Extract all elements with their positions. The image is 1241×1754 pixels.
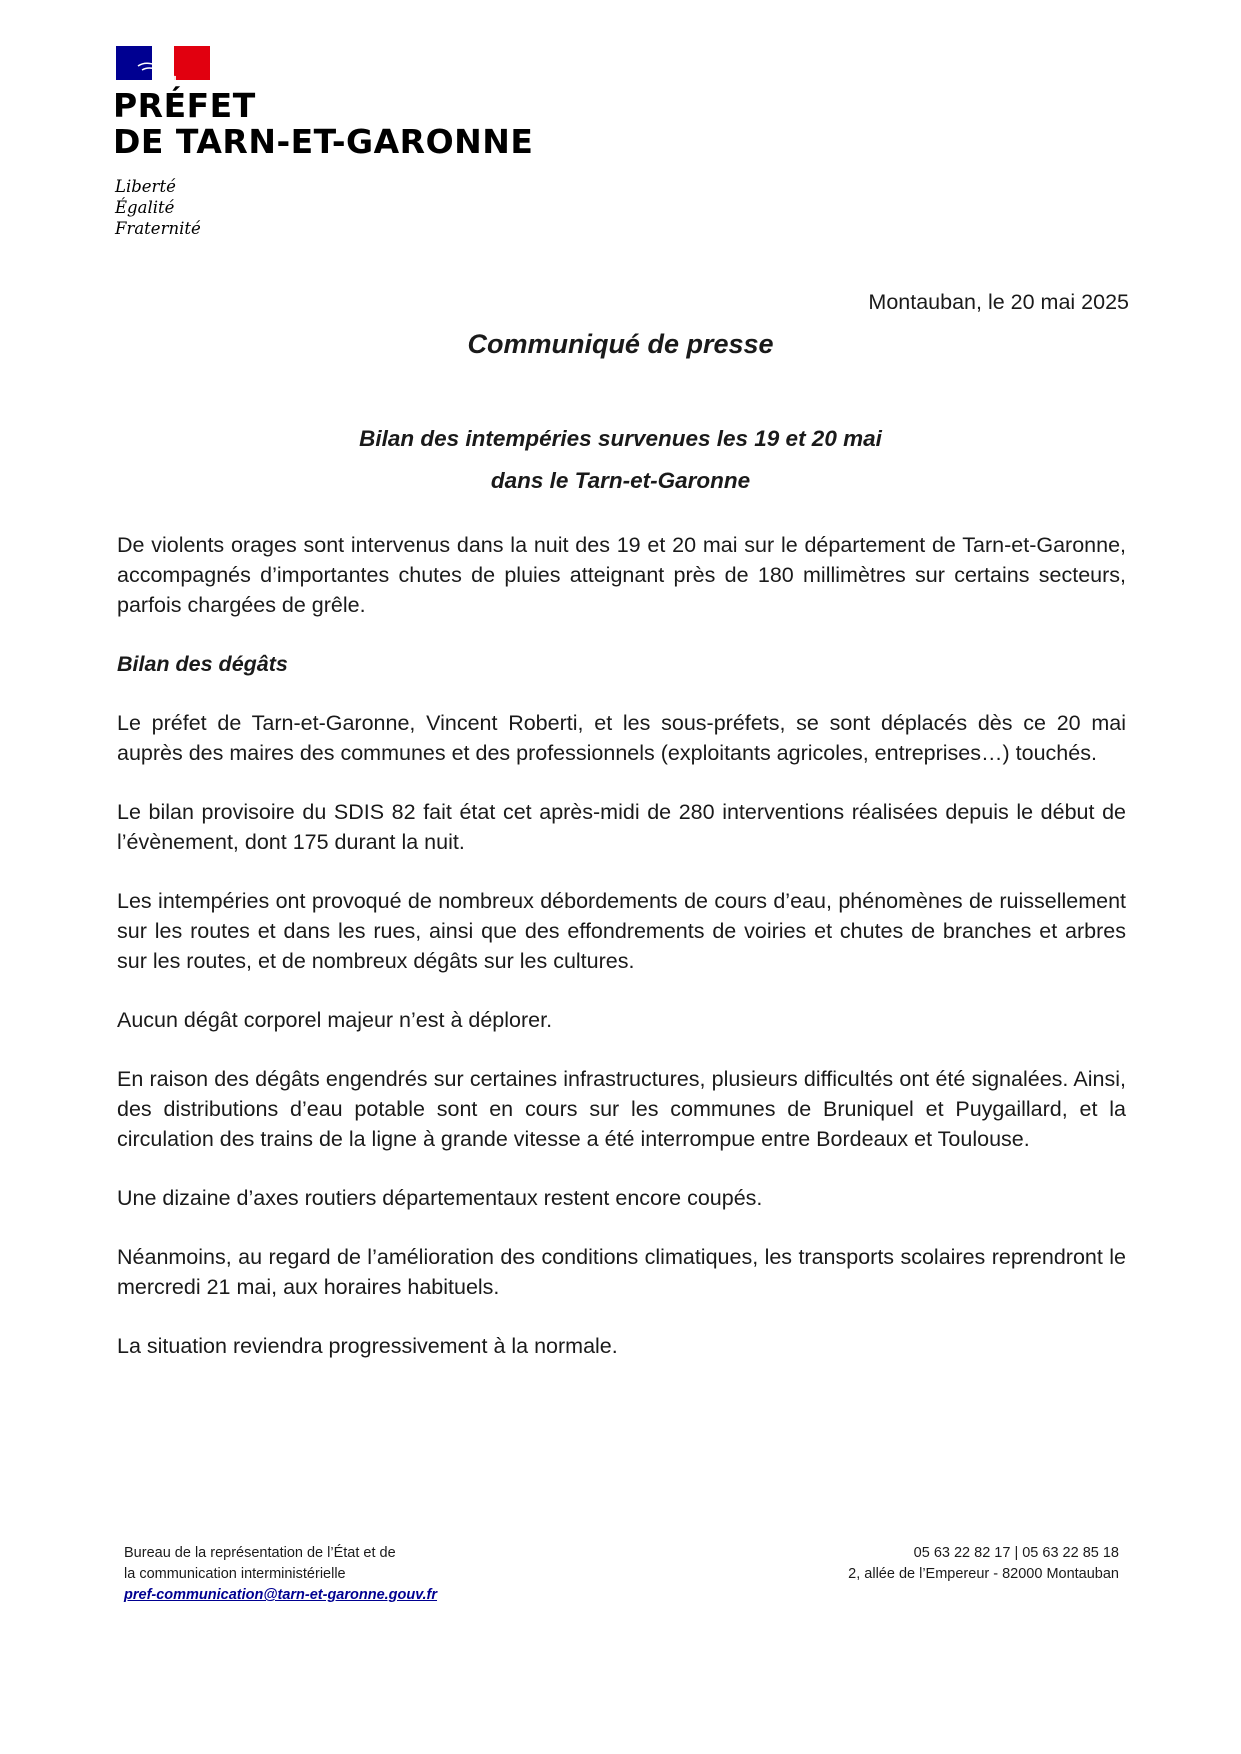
prefecture-name-line2: DE TARN-ET-GARONNE [113, 122, 534, 161]
document-type-title: Communiqué de presse [467, 329, 774, 359]
section-subheading: Bilan des dégâts [117, 652, 288, 676]
footer-email-link[interactable]: pref-communication@tarn-et-garonne.gouv.fr [124, 1587, 438, 1603]
body-paragraph: Une dizaine d’axes routiers départementaux restent encore coupés. [117, 1186, 763, 1210]
body-paragraph: La situation reviendra progressivement à la normale. [117, 1334, 618, 1358]
document-date: Montauban, le 20 mai 2025 [868, 290, 1129, 314]
body-paragraph: Le préfet de Tarn-et-Garonne, Vincent Roberti, et les sous-préfets, se sont déplacés dès ce 20 mai auprès des maires des communes et des professionnels (exploitants agricoles, entreprises…) touchés. [117, 711, 1126, 765]
prefecture-name [113, 88, 533, 160]
intro-paragraph: De violents orages sont intervenus dans la nuit des 19 et 20 mai sur le département de Tarn-et-Garonne, accompagnés d’importantes chutes de pluies atteignant près de 180 millimètres sur certains secteurs, parfois chargées de grêle. [117, 533, 1126, 617]
body-paragraph: Néanmoins, au regard de l’amélioration des conditions climatiques, les transports scolaires reprendront le mercredi 21 mai, aux horaires habituels. [117, 1245, 1126, 1299]
motto-egalite: Égalité [115, 198, 175, 217]
republic-motto [115, 176, 201, 239]
footer-phones: 05 63 22 82 17 | 05 63 22 85 18 [913, 1545, 1119, 1561]
body-paragraph: En raison des dégâts engendrés sur certaines infrastructures, plusieurs difficultés ont été signalées. Ainsi, des distributions d’eau potable sont en cours sur les communes de Bruniquel et Puygaillard, et la circulation des trains de la ligne à grande vitesse a été interrompue entre Bordeaux et Toulouse. [117, 1067, 1126, 1151]
headline-line1: Bilan des intempéries survenues les 19 et 20 mai [359, 426, 882, 451]
headline-line2: dans le Tarn-et-Garonne [490, 468, 751, 493]
prefecture-name-line1: PRÉFET [113, 86, 256, 125]
body-paragraph: Le bilan provisoire du SDIS 82 fait état cet après-midi de 280 interventions réalisées depuis le début de l’évènement, dont 175 durant la nuit. [117, 800, 1126, 854]
footer-office-line2: la communication interministérielle [124, 1566, 346, 1582]
footer-address: 2, allée de l’Empereur - 82000 Montauban [848, 1566, 1119, 1582]
footer-office-line1: Bureau de la représentation de l’État et de [124, 1545, 396, 1561]
footer-contact-details [848, 1543, 1119, 1585]
body-paragraph: Les intempéries ont provoqué de nombreux débordements de cours d’eau, phénomènes de ruissellement sur les routes et dans les rues, ainsi que des effondrements de voiries et chutes de branches et arbres sur les routes, et de nombreux dégâts sur les cultures. [117, 889, 1126, 973]
press-release-headline [0, 418, 1241, 502]
marianne-logo-icon [116, 46, 210, 80]
press-release-body [117, 530, 1126, 1390]
motto-fraternite: Fraternité [115, 219, 201, 238]
footer-contact-office [124, 1543, 437, 1606]
motto-liberte: Liberté [115, 177, 176, 196]
body-paragraph: Aucun dégât corporel majeur n’est à déplorer. [117, 1008, 553, 1032]
